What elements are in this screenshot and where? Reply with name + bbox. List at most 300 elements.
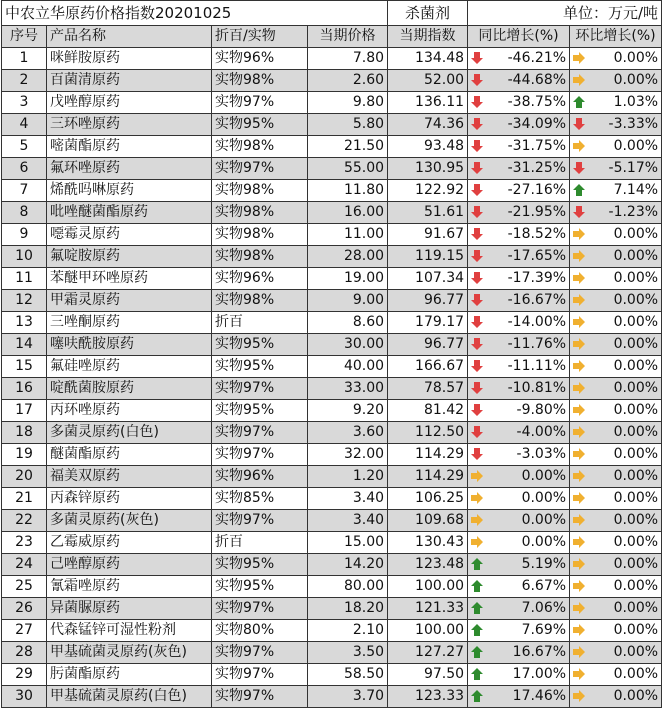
- mom-change: [570, 290, 662, 312]
- product-name: 乙霉威原药: [47, 532, 212, 554]
- mom-change: [570, 686, 662, 708]
- arrow-right-icon: [470, 469, 484, 483]
- mom-change: [570, 466, 662, 488]
- current-price: 1.20: [308, 466, 388, 488]
- yoy-change-value: -18.52%: [507, 226, 567, 242]
- mom-change: [570, 488, 662, 510]
- current-index: 130.95: [388, 158, 468, 180]
- yoy-change-value: 0.00%: [521, 468, 567, 484]
- arrow-down-icon: [470, 73, 484, 87]
- product-name: 噁霉灵原药: [47, 224, 212, 246]
- yoy-change-value: 7.69%: [521, 622, 567, 638]
- current-index: 100.00: [388, 576, 468, 598]
- mom-change-value: 0.00%: [613, 688, 659, 704]
- current-index: 166.67: [388, 356, 468, 378]
- product-name: 三环唑原药: [47, 114, 212, 136]
- table-row: [2, 686, 662, 708]
- table-row: [2, 334, 662, 356]
- table-title: 中农立华原药价格指数20201025: [2, 1, 388, 26]
- row-number: 23: [2, 532, 47, 554]
- mom-change-value: -1.23%: [608, 204, 659, 220]
- current-index: 100.00: [388, 620, 468, 642]
- table-row: [2, 488, 662, 510]
- spec: 折百: [212, 312, 308, 334]
- spec: 实物98%: [212, 290, 308, 312]
- product-name: 啶酰菌胺原药: [47, 378, 212, 400]
- arrow-right-icon: [572, 557, 586, 571]
- mom-change-value: 0.00%: [613, 380, 659, 396]
- spec: 实物97%: [212, 378, 308, 400]
- price-index-table: [1, 0, 662, 708]
- current-price: 7.80: [308, 48, 388, 70]
- product-name: 甲基硫菌灵原药(白色): [47, 686, 212, 708]
- mom-change: [570, 224, 662, 246]
- table-row: [2, 466, 662, 488]
- current-index: 134.48: [388, 48, 468, 70]
- yoy-change-value: 0.00%: [521, 512, 567, 528]
- yoy-change: [468, 224, 570, 246]
- yoy-change: [468, 356, 570, 378]
- arrow-down-icon: [470, 359, 484, 373]
- yoy-change-value: -27.16%: [507, 182, 567, 198]
- current-price: 33.00: [308, 378, 388, 400]
- current-index: 112.50: [388, 422, 468, 444]
- arrow-up-icon: [572, 95, 586, 109]
- arrow-down-icon: [470, 381, 484, 395]
- header-no: 序号: [2, 26, 47, 48]
- mom-change: [570, 334, 662, 356]
- product-name: 丙森锌原药: [47, 488, 212, 510]
- table-row: [2, 48, 662, 70]
- mom-change: [570, 554, 662, 576]
- product-name: 肟菌酯原药: [47, 664, 212, 686]
- yoy-change-value: -38.75%: [507, 94, 567, 110]
- current-index: 97.50: [388, 664, 468, 686]
- arrow-right-icon: [572, 601, 586, 615]
- mom-change: [570, 114, 662, 136]
- yoy-change-value: -46.21%: [507, 50, 567, 66]
- yoy-change-value: -3.03%: [516, 446, 567, 462]
- spec: 实物98%: [212, 202, 308, 224]
- product-name: 甲霜灵原药: [47, 290, 212, 312]
- table-row: [2, 620, 662, 642]
- arrow-right-icon: [572, 667, 586, 681]
- mom-change-value: 0.00%: [613, 248, 659, 264]
- yoy-change: [468, 400, 570, 422]
- yoy-change-value: -10.81%: [507, 380, 567, 396]
- product-name: 噻呋酰胺原药: [47, 334, 212, 356]
- current-price: 40.00: [308, 356, 388, 378]
- mom-change: [570, 70, 662, 92]
- mom-change-value: 0.00%: [613, 644, 659, 660]
- current-price: 9.80: [308, 92, 388, 114]
- arrow-down-icon: [470, 447, 484, 461]
- yoy-change: [468, 334, 570, 356]
- current-price: 21.50: [308, 136, 388, 158]
- mom-change-value: 0.00%: [613, 556, 659, 572]
- arrow-down-icon: [470, 227, 484, 241]
- spec: 实物95%: [212, 554, 308, 576]
- table-row: [2, 224, 662, 246]
- yoy-change: [468, 686, 570, 708]
- row-number: 10: [2, 246, 47, 268]
- row-number: 2: [2, 70, 47, 92]
- yoy-change-value: 0.00%: [521, 490, 567, 506]
- yoy-change: [468, 312, 570, 334]
- mom-change-value: 0.00%: [613, 446, 659, 462]
- current-price: 28.00: [308, 246, 388, 268]
- arrow-right-icon: [572, 579, 586, 593]
- table-row: [2, 400, 662, 422]
- header-name: 产品名称: [47, 26, 212, 48]
- spec: 实物96%: [212, 48, 308, 70]
- mom-change-value: 0.00%: [613, 490, 659, 506]
- yoy-change-value: -31.25%: [507, 160, 567, 176]
- current-price: 32.00: [308, 444, 388, 466]
- mom-change-value: 0.00%: [613, 622, 659, 638]
- spec: 实物95%: [212, 334, 308, 356]
- spec: 实物98%: [212, 136, 308, 158]
- arrow-down-icon: [470, 205, 484, 219]
- yoy-change-value: -44.68%: [507, 72, 567, 88]
- mom-change-value: 0.00%: [613, 270, 659, 286]
- row-number: 20: [2, 466, 47, 488]
- arrow-right-icon: [572, 227, 586, 241]
- product-name: 吡唑醚菌酯原药: [47, 202, 212, 224]
- current-index: 114.29: [388, 466, 468, 488]
- product-name: 甲基硫菌灵原药(灰色): [47, 642, 212, 664]
- spec: 实物97%: [212, 598, 308, 620]
- row-number: 3: [2, 92, 47, 114]
- arrow-up-icon: [470, 557, 484, 571]
- arrow-up-icon: [470, 689, 484, 703]
- mom-change-value: 1.03%: [613, 94, 659, 110]
- yoy-change-value: 0.00%: [521, 534, 567, 550]
- row-number: 8: [2, 202, 47, 224]
- current-price: 15.00: [308, 532, 388, 554]
- yoy-change-value: -14.00%: [507, 314, 567, 330]
- row-number: 25: [2, 576, 47, 598]
- product-name: 戊唑醇原药: [47, 92, 212, 114]
- arrow-right-icon: [572, 623, 586, 637]
- header-mom: 环比增长(%): [570, 26, 662, 48]
- current-index: 136.11: [388, 92, 468, 114]
- mom-change: [570, 180, 662, 202]
- spec: 实物95%: [212, 114, 308, 136]
- mom-change: [570, 620, 662, 642]
- spec: 实物97%: [212, 92, 308, 114]
- mom-change: [570, 422, 662, 444]
- spec: 实物97%: [212, 422, 308, 444]
- table-row: [2, 268, 662, 290]
- arrow-down-icon: [470, 337, 484, 351]
- yoy-change-value: -11.76%: [507, 336, 567, 352]
- arrow-right-icon: [572, 381, 586, 395]
- current-price: 16.00: [308, 202, 388, 224]
- current-index: 107.34: [388, 268, 468, 290]
- table-row: [2, 598, 662, 620]
- table-row: [2, 114, 662, 136]
- row-number: 19: [2, 444, 47, 466]
- arrow-right-icon: [572, 139, 586, 153]
- current-index: 123.48: [388, 554, 468, 576]
- mom-change: [570, 378, 662, 400]
- yoy-change: [468, 444, 570, 466]
- table-row: [2, 510, 662, 532]
- mom-change-value: 0.00%: [613, 424, 659, 440]
- yoy-change: [468, 554, 570, 576]
- row-number: 15: [2, 356, 47, 378]
- current-index: 81.42: [388, 400, 468, 422]
- row-number: 28: [2, 642, 47, 664]
- current-price: 80.00: [308, 576, 388, 598]
- current-price: 3.70: [308, 686, 388, 708]
- arrow-down-icon: [470, 161, 484, 175]
- spec: 实物80%: [212, 620, 308, 642]
- current-price: 18.20: [308, 598, 388, 620]
- table-row: [2, 532, 662, 554]
- arrow-up-icon: [470, 623, 484, 637]
- header-index: 当期指数: [388, 26, 468, 48]
- product-name: 嘧菌酯原药: [47, 136, 212, 158]
- product-name: 福美双原药: [47, 466, 212, 488]
- current-price: 5.80: [308, 114, 388, 136]
- spec: 实物85%: [212, 488, 308, 510]
- yoy-change: [468, 202, 570, 224]
- arrow-right-icon: [572, 359, 586, 373]
- arrow-right-icon: [572, 513, 586, 527]
- yoy-change: [468, 466, 570, 488]
- arrow-right-icon: [572, 51, 586, 65]
- mom-change: [570, 158, 662, 180]
- header-row: [2, 26, 662, 48]
- arrow-right-icon: [572, 425, 586, 439]
- yoy-change: [468, 378, 570, 400]
- arrow-down-icon: [572, 205, 586, 219]
- table-row: [2, 70, 662, 92]
- arrow-down-icon: [470, 95, 484, 109]
- row-number: 16: [2, 378, 47, 400]
- yoy-change: [468, 48, 570, 70]
- table-row: [2, 312, 662, 334]
- table-row: [2, 356, 662, 378]
- row-number: 21: [2, 488, 47, 510]
- current-index: 106.25: [388, 488, 468, 510]
- current-index: 96.77: [388, 334, 468, 356]
- current-price: 19.00: [308, 268, 388, 290]
- spec: 实物97%: [212, 664, 308, 686]
- mom-change: [570, 642, 662, 664]
- yoy-change-value: -4.00%: [516, 424, 567, 440]
- table-row: [2, 136, 662, 158]
- product-name: 烯酰吗啉原药: [47, 180, 212, 202]
- current-price: 3.40: [308, 510, 388, 532]
- arrow-down-icon: [470, 271, 484, 285]
- current-price: 8.60: [308, 312, 388, 334]
- spec: 实物98%: [212, 70, 308, 92]
- yoy-change-value: -11.11%: [507, 358, 567, 374]
- yoy-change: [468, 136, 570, 158]
- row-number: 6: [2, 158, 47, 180]
- table-row: [2, 444, 662, 466]
- arrow-up-icon: [470, 667, 484, 681]
- current-price: 11.80: [308, 180, 388, 202]
- title-row: [2, 1, 662, 26]
- yoy-change: [468, 180, 570, 202]
- arrow-down-icon: [470, 403, 484, 417]
- arrow-down-icon: [470, 117, 484, 131]
- arrow-right-icon: [572, 469, 586, 483]
- mom-change-value: 0.00%: [613, 358, 659, 374]
- mom-change-value: 0.00%: [613, 336, 659, 352]
- row-number: 14: [2, 334, 47, 356]
- current-index: 78.57: [388, 378, 468, 400]
- table-row: [2, 422, 662, 444]
- mom-change: [570, 136, 662, 158]
- mom-change-value: 0.00%: [613, 578, 659, 594]
- row-number: 26: [2, 598, 47, 620]
- table-row: [2, 246, 662, 268]
- spec: 折百: [212, 532, 308, 554]
- product-name: 氟啶胺原药: [47, 246, 212, 268]
- product-name: 氟硅唑原药: [47, 356, 212, 378]
- yoy-change: [468, 158, 570, 180]
- mom-change-value: 0.00%: [613, 226, 659, 242]
- current-price: 30.00: [308, 334, 388, 356]
- spec: 实物95%: [212, 576, 308, 598]
- product-name: 苯醚甲环唑原药: [47, 268, 212, 290]
- row-number: 11: [2, 268, 47, 290]
- yoy-change-value: -34.09%: [507, 116, 567, 132]
- current-index: 51.61: [388, 202, 468, 224]
- arrow-up-icon: [470, 579, 484, 593]
- mom-change: [570, 598, 662, 620]
- row-number: 1: [2, 48, 47, 70]
- current-index: 121.33: [388, 598, 468, 620]
- product-name: 多菌灵原药(灰色): [47, 510, 212, 532]
- product-name: 代森锰锌可湿性粉剂: [47, 620, 212, 642]
- mom-change: [570, 92, 662, 114]
- mom-change-value: 0.00%: [613, 534, 659, 550]
- product-name: 咪鲜胺原药: [47, 48, 212, 70]
- product-name: 多菌灵原药(白色): [47, 422, 212, 444]
- current-index: 130.43: [388, 532, 468, 554]
- current-index: 119.15: [388, 246, 468, 268]
- table-row: [2, 92, 662, 114]
- row-number: 12: [2, 290, 47, 312]
- table-row: [2, 554, 662, 576]
- spec: 实物97%: [212, 158, 308, 180]
- arrow-right-icon: [572, 249, 586, 263]
- arrow-down-icon: [470, 51, 484, 65]
- mom-change-value: 0.00%: [613, 666, 659, 682]
- mom-change: [570, 268, 662, 290]
- row-number: 9: [2, 224, 47, 246]
- mom-change-value: 0.00%: [613, 72, 659, 88]
- current-index: 122.92: [388, 180, 468, 202]
- arrow-right-icon: [572, 689, 586, 703]
- yoy-change-value: 7.06%: [521, 600, 567, 616]
- mom-change-value: 7.14%: [613, 182, 659, 198]
- yoy-change: [468, 598, 570, 620]
- yoy-change: [468, 246, 570, 268]
- arrow-up-icon: [470, 601, 484, 615]
- current-index: 74.36: [388, 114, 468, 136]
- yoy-change: [468, 290, 570, 312]
- product-name: 异菌脲原药: [47, 598, 212, 620]
- current-index: 93.48: [388, 136, 468, 158]
- mom-change-value: 0.00%: [613, 138, 659, 154]
- mom-change: [570, 48, 662, 70]
- arrow-down-icon: [470, 183, 484, 197]
- arrow-right-icon: [572, 73, 586, 87]
- row-number: 29: [2, 664, 47, 686]
- table-row: [2, 158, 662, 180]
- arrow-right-icon: [572, 293, 586, 307]
- mom-change-value: 0.00%: [613, 512, 659, 528]
- current-price: 58.50: [308, 664, 388, 686]
- current-price: 11.00: [308, 224, 388, 246]
- current-price: 3.40: [308, 488, 388, 510]
- row-number: 22: [2, 510, 47, 532]
- table-row: [2, 664, 662, 686]
- current-price: 55.00: [308, 158, 388, 180]
- arrow-down-icon: [470, 425, 484, 439]
- product-name: 己唑醇原药: [47, 554, 212, 576]
- yoy-change-value: 17.00%: [512, 666, 567, 682]
- current-index: 96.77: [388, 290, 468, 312]
- yoy-change-value: 16.67%: [512, 644, 567, 660]
- arrow-right-icon: [572, 447, 586, 461]
- mom-change: [570, 664, 662, 686]
- yoy-change-value: 17.46%: [512, 688, 567, 704]
- yoy-change: [468, 422, 570, 444]
- category-label: 杀菌剂: [388, 1, 468, 26]
- current-price: 3.60: [308, 422, 388, 444]
- mom-change: [570, 400, 662, 422]
- table-row: [2, 202, 662, 224]
- arrow-down-icon: [572, 117, 586, 131]
- mom-change: [570, 510, 662, 532]
- product-name: 三唑酮原药: [47, 312, 212, 334]
- product-name: 百菌清原药: [47, 70, 212, 92]
- mom-change-value: 0.00%: [613, 50, 659, 66]
- yoy-change-value: -16.67%: [507, 292, 567, 308]
- yoy-change-value: -17.65%: [507, 248, 567, 264]
- yoy-change: [468, 576, 570, 598]
- mom-change-value: -3.33%: [608, 116, 659, 132]
- mom-change-value: 0.00%: [613, 402, 659, 418]
- spec: 实物98%: [212, 224, 308, 246]
- spec: 实物95%: [212, 356, 308, 378]
- current-index: 123.33: [388, 686, 468, 708]
- product-name: 醚菌酯原药: [47, 444, 212, 466]
- spec: 实物98%: [212, 180, 308, 202]
- mom-change-value: 0.00%: [613, 292, 659, 308]
- table-row: [2, 290, 662, 312]
- current-price: 3.50: [308, 642, 388, 664]
- yoy-change: [468, 664, 570, 686]
- spec: 实物97%: [212, 510, 308, 532]
- yoy-change-value: -21.95%: [507, 204, 567, 220]
- spec: 实物97%: [212, 686, 308, 708]
- yoy-change-value: -9.80%: [516, 402, 567, 418]
- yoy-change-value: -31.75%: [507, 138, 567, 154]
- mom-change: [570, 356, 662, 378]
- current-index: 91.67: [388, 224, 468, 246]
- arrow-up-icon: [470, 645, 484, 659]
- current-price: 2.10: [308, 620, 388, 642]
